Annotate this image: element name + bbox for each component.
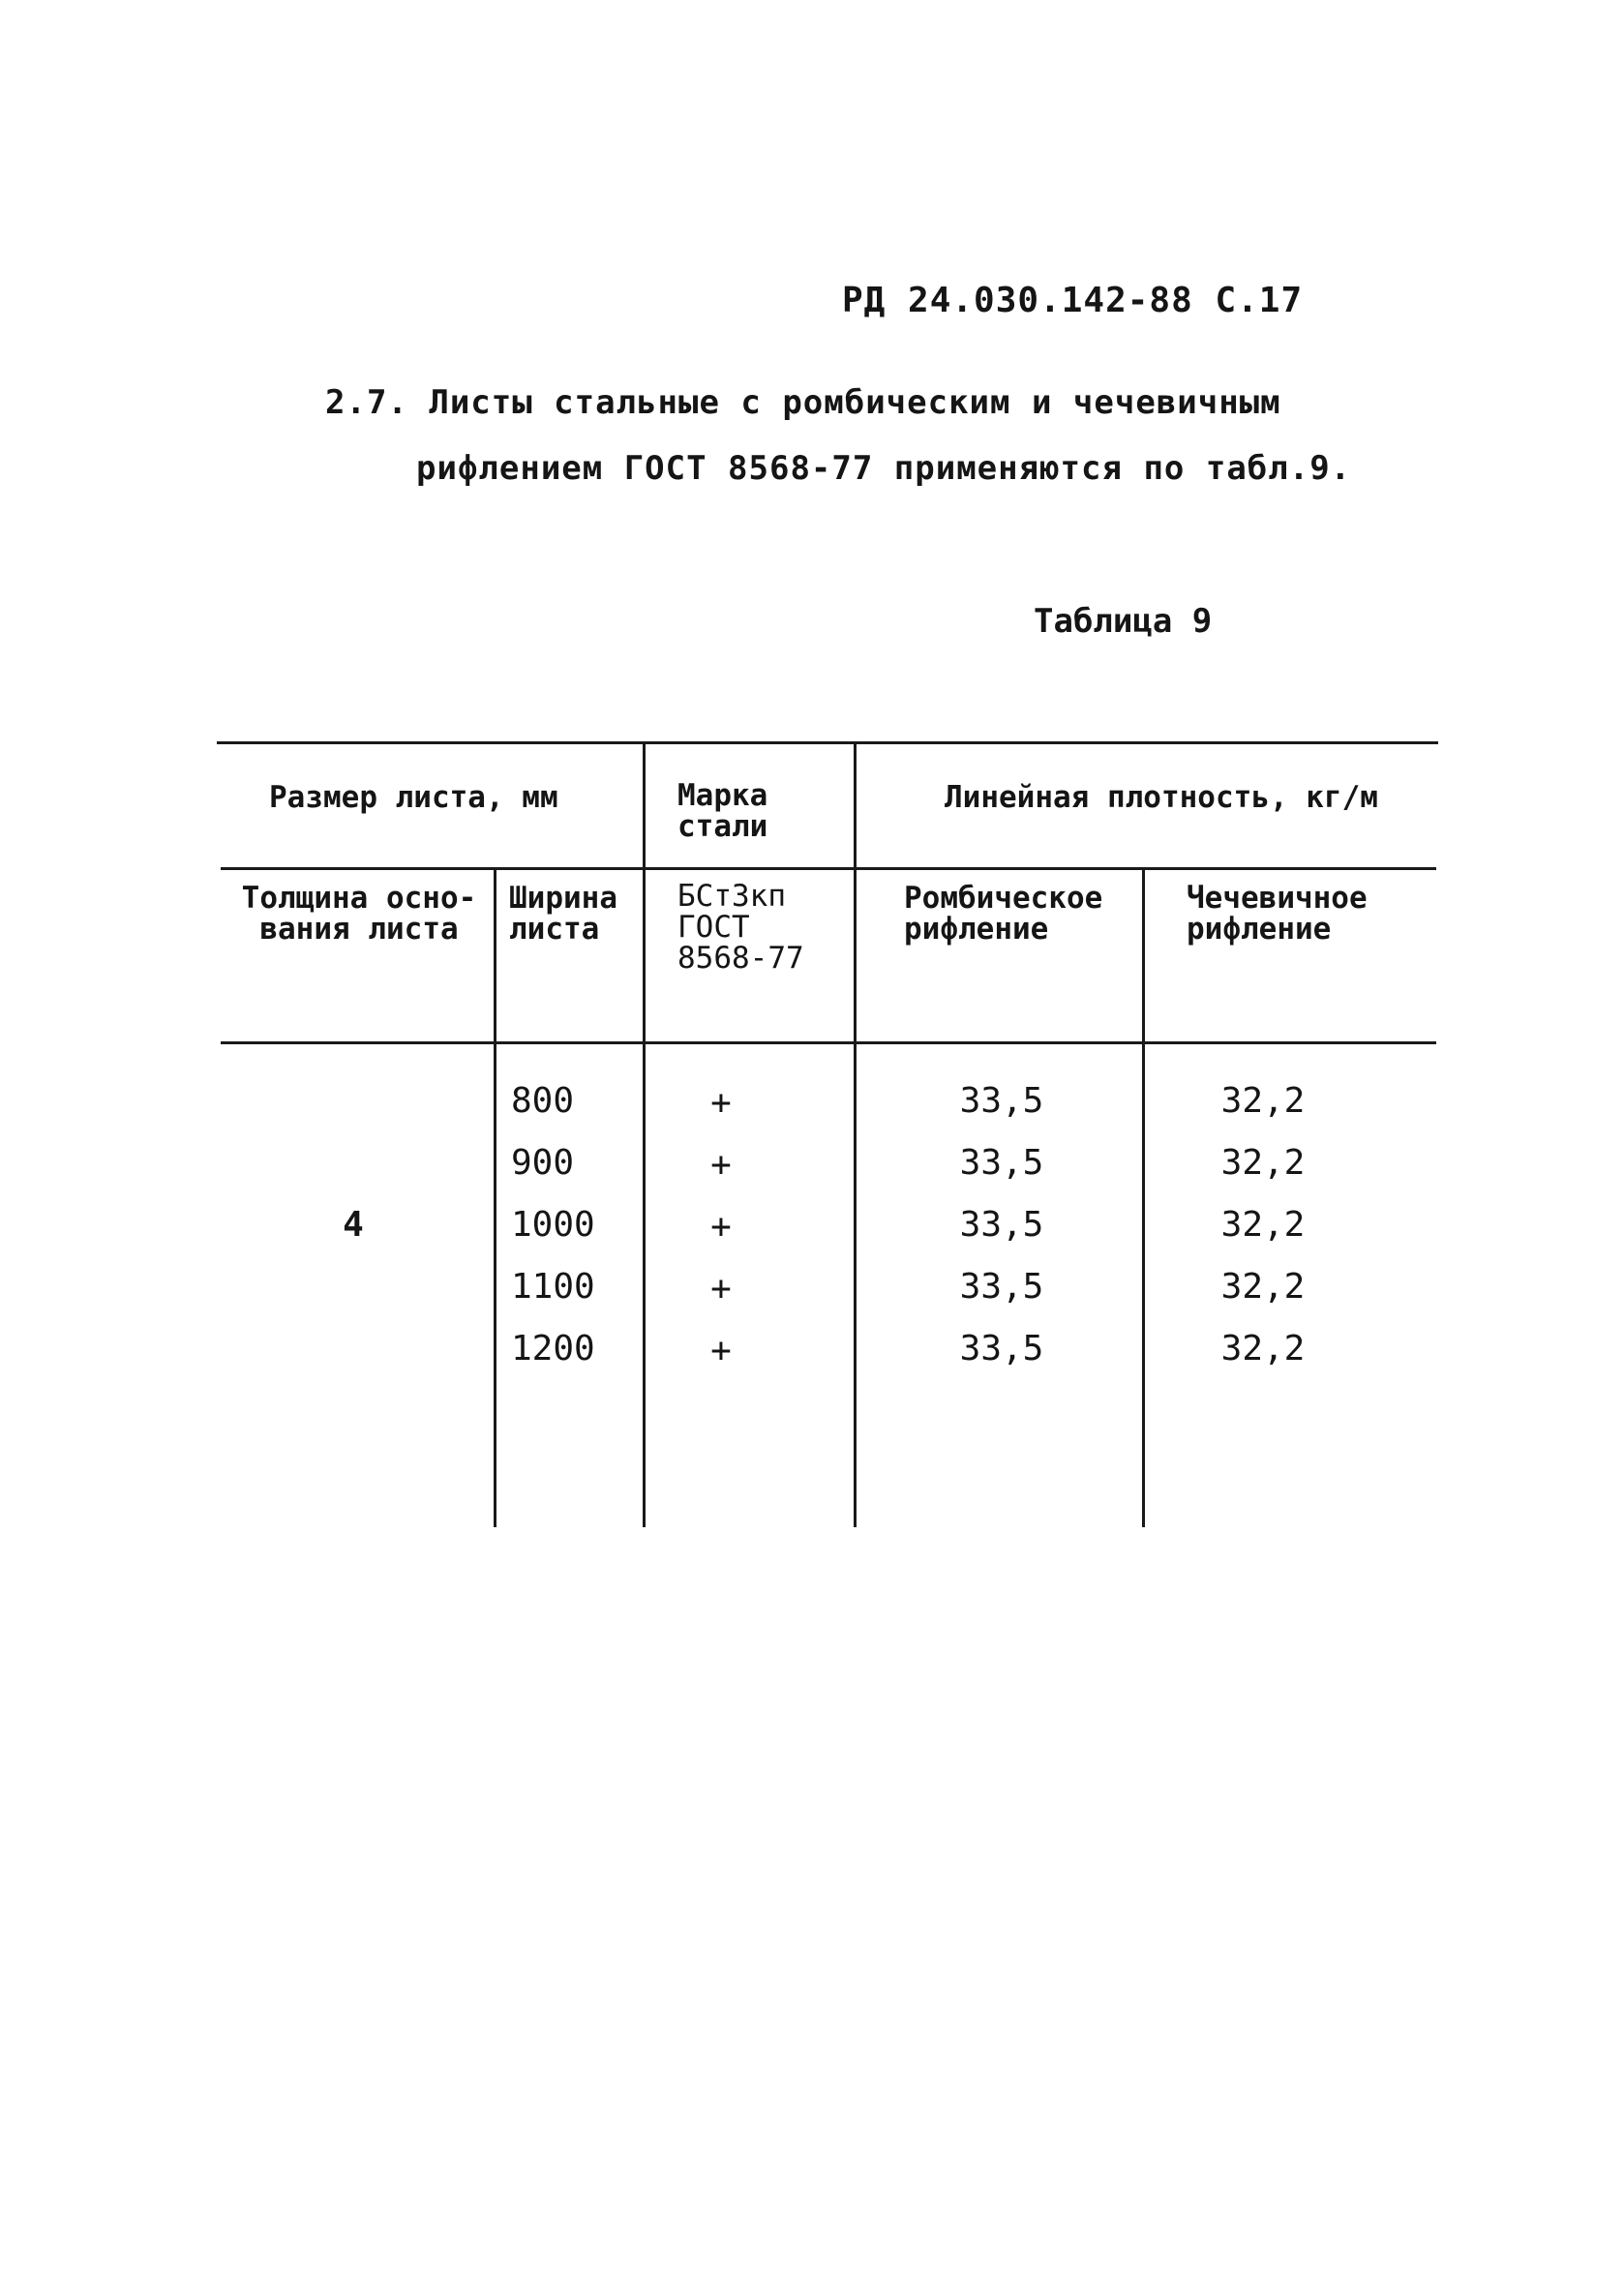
cell-lentil: 32,2 bbox=[1220, 1081, 1306, 1121]
cell-width: 1100 bbox=[511, 1267, 595, 1307]
header-sheet-size: Размер листа, мм bbox=[269, 780, 558, 815]
cell-width: 1000 bbox=[511, 1205, 595, 1245]
cell-rhombic: 33,5 bbox=[959, 1205, 1044, 1245]
header-linear-density: Линейная плотность, кг/м bbox=[945, 780, 1378, 815]
table-body-divider bbox=[221, 1041, 1436, 1044]
header-rhombic: Ромбическое рифление bbox=[904, 881, 1103, 947]
cell-lentil: 32,2 bbox=[1220, 1329, 1306, 1369]
cell-grade: + bbox=[710, 1083, 732, 1123]
col-divider-grade-left bbox=[643, 743, 646, 1527]
cell-rhombic: 33,5 bbox=[959, 1081, 1044, 1121]
cell-width: 900 bbox=[511, 1143, 575, 1183]
cell-lentil: 32,2 bbox=[1220, 1267, 1306, 1307]
paragraph-line-1: 2.7. Листы стальные с ромбическим и чечевичным bbox=[325, 383, 1281, 422]
header-lentil: Чечевичное рифление bbox=[1187, 881, 1368, 947]
col-divider-width bbox=[494, 869, 496, 1527]
cell-grade: + bbox=[710, 1145, 732, 1185]
paragraph-line-2: рифлением ГОСТ 8568-77 применяются по табл.9. bbox=[416, 449, 1352, 488]
col-divider-grade-right bbox=[854, 743, 857, 1527]
cell-lentil: 32,2 bbox=[1220, 1143, 1306, 1183]
cell-width: 1200 bbox=[511, 1329, 595, 1369]
cell-grade: + bbox=[710, 1207, 732, 1247]
cell-lentil: 32,2 bbox=[1220, 1205, 1306, 1245]
header-width: Ширина листа bbox=[509, 881, 617, 947]
table-top-rule bbox=[217, 741, 1438, 744]
cell-grade: + bbox=[710, 1331, 732, 1370]
table-caption: Таблица 9 bbox=[1034, 602, 1213, 641]
cell-width: 800 bbox=[511, 1081, 575, 1121]
table-header-divider bbox=[221, 867, 1436, 870]
col-divider-lentil bbox=[1142, 869, 1145, 1527]
header-thickness: Толщина осно- вания листа bbox=[241, 881, 477, 947]
cell-rhombic: 33,5 bbox=[959, 1143, 1044, 1183]
cell-rhombic: 33,5 bbox=[959, 1267, 1044, 1307]
cell-rhombic: 33,5 bbox=[959, 1329, 1044, 1369]
header-grade-standard: БСт3кп ГОСТ 8568-77 bbox=[677, 879, 804, 976]
thickness-value: 4 bbox=[343, 1205, 364, 1245]
document-reference: РД 24.030.142-88 С.17 bbox=[842, 281, 1304, 320]
header-steel-grade: Марка стали bbox=[677, 778, 768, 844]
cell-grade: + bbox=[710, 1269, 732, 1308]
